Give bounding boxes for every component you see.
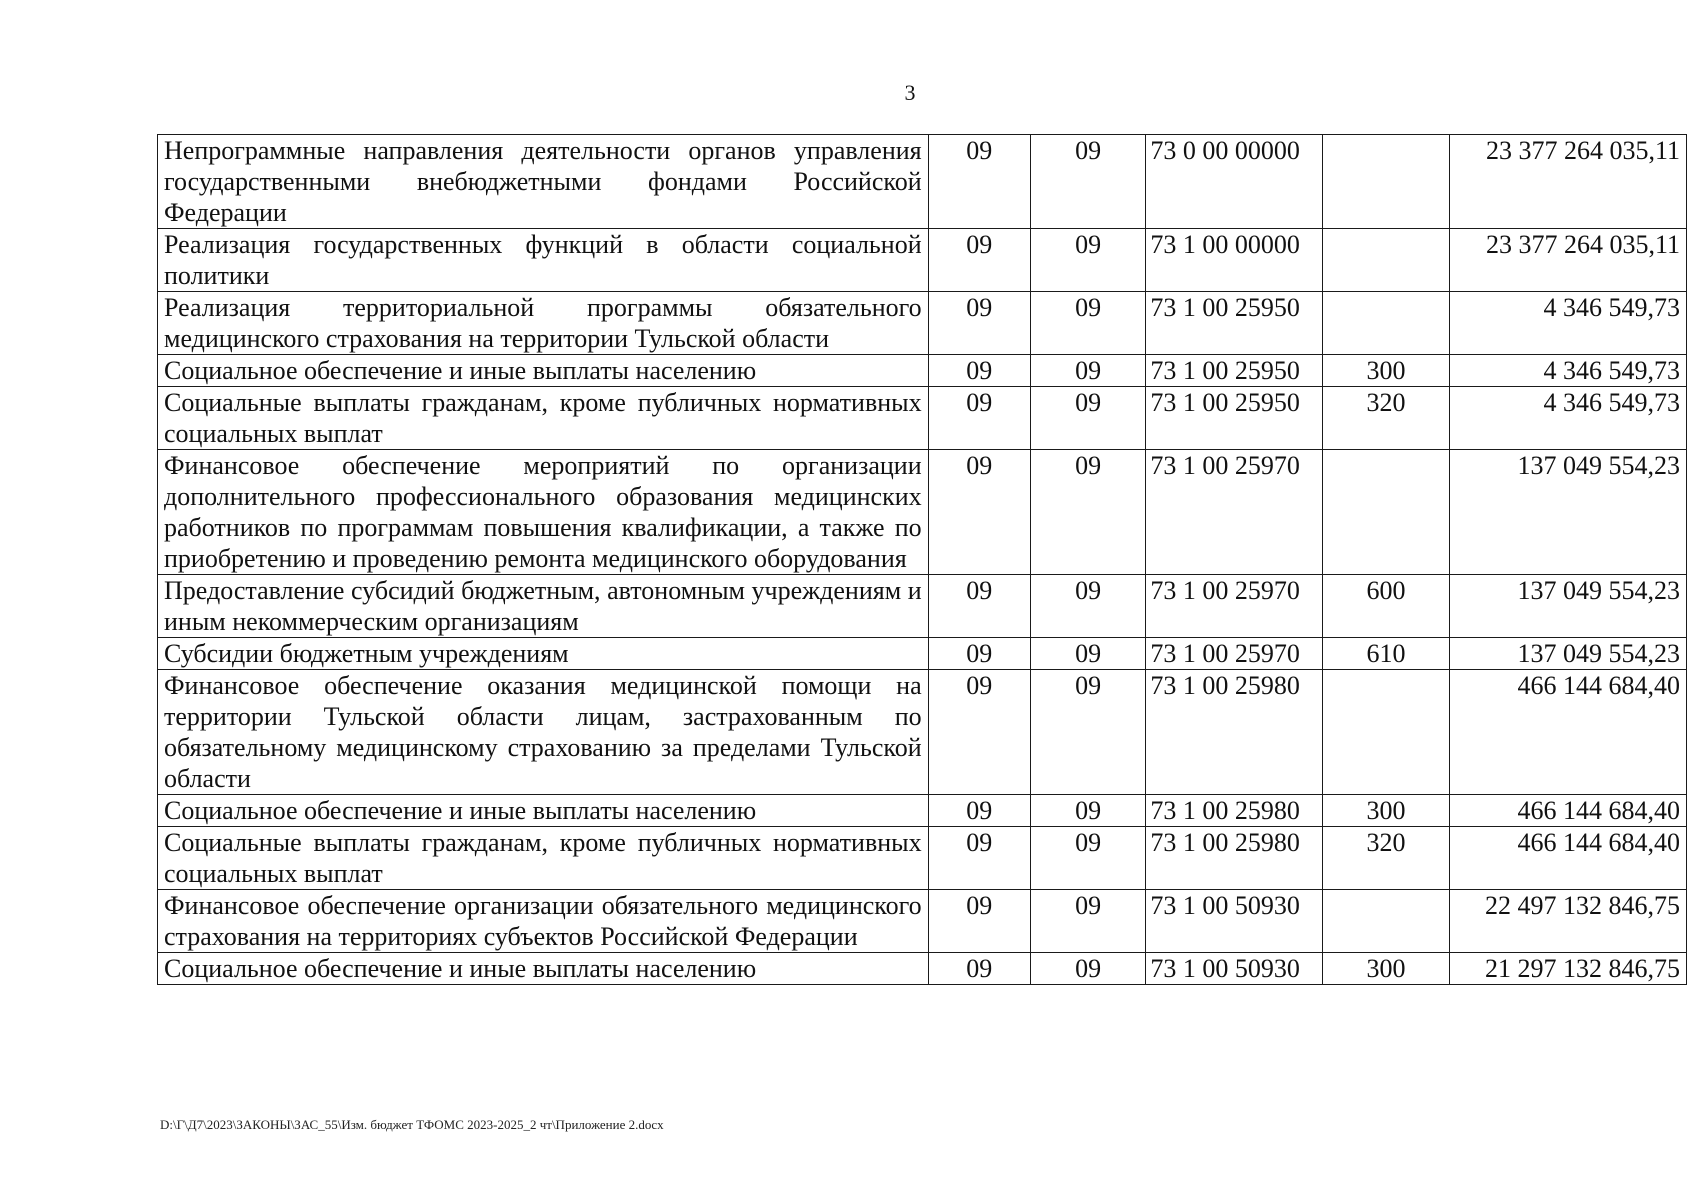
target-article-cell: 73 1 00 25950 bbox=[1146, 387, 1323, 450]
target-article-cell: 73 1 00 25950 bbox=[1146, 292, 1323, 355]
row-name-cell: Реализация государственных функций в области социальной политики bbox=[158, 229, 929, 292]
section-code-cell: 09 bbox=[928, 890, 1030, 953]
subsection-code-cell: 09 bbox=[1030, 670, 1145, 795]
target-article-cell: 73 1 00 25980 bbox=[1146, 670, 1323, 795]
row-name-cell: Социальное обеспечение и иные выплаты населению bbox=[158, 355, 929, 387]
row-name-cell: Непрограммные направления деятельности органов управления государственными внебюджетными фондами Российской Федерации bbox=[158, 135, 929, 229]
expense-type-cell: 600 bbox=[1323, 575, 1450, 638]
section-code-cell: 09 bbox=[928, 135, 1030, 229]
expense-type-cell: 300 bbox=[1323, 953, 1450, 985]
amount-cell: 137 049 554,23 bbox=[1449, 450, 1686, 575]
amount-cell: 21 297 132 846,75 bbox=[1449, 953, 1686, 985]
row-name-cell: Финансовое обеспечение мероприятий по организации дополнительного профессионального образования медицинских работников по программам повышения квалификации, а также по приобретению и проведению ремонта медицинского оборудования bbox=[158, 450, 929, 575]
row-name-cell: Предоставление субсидий бюджетным, автономным учреждениям и иным некоммерческим организациям bbox=[158, 575, 929, 638]
subsection-code-cell: 09 bbox=[1030, 638, 1145, 670]
amount-cell: 466 144 684,40 bbox=[1449, 795, 1686, 827]
amount-cell: 466 144 684,40 bbox=[1449, 827, 1686, 890]
row-name-cell: Социальные выплаты гражданам, кроме публичных нормативных социальных выплат bbox=[158, 387, 929, 450]
expense-type-cell: 610 bbox=[1323, 638, 1450, 670]
table-row bbox=[158, 135, 1687, 229]
budget-table bbox=[157, 134, 1687, 985]
expense-type-cell bbox=[1323, 229, 1450, 292]
footer-file-path: D:\Г\Д7\2023\ЗАКОНЫ\ЗАС_55\Изм. бюджет ТФОМС 2023-2025_2 чт\Приложение 2.docx bbox=[160, 1117, 664, 1132]
amount-cell: 4 346 549,73 bbox=[1449, 292, 1686, 355]
expense-type-cell bbox=[1323, 670, 1450, 795]
table-row bbox=[158, 670, 1687, 795]
expense-type-cell bbox=[1323, 890, 1450, 953]
target-article-cell: 73 1 00 25970 bbox=[1146, 638, 1323, 670]
target-article-cell: 73 1 00 25970 bbox=[1146, 450, 1323, 575]
table-body bbox=[158, 135, 1687, 985]
row-name-cell: Социальное обеспечение и иные выплаты населению bbox=[158, 795, 929, 827]
amount-cell: 137 049 554,23 bbox=[1449, 575, 1686, 638]
subsection-code-cell: 09 bbox=[1030, 575, 1145, 638]
expense-type-cell bbox=[1323, 135, 1450, 229]
target-article-cell: 73 1 00 25980 bbox=[1146, 795, 1323, 827]
target-article-cell: 73 1 00 25980 bbox=[1146, 827, 1323, 890]
section-code-cell: 09 bbox=[928, 292, 1030, 355]
amount-cell: 22 497 132 846,75 bbox=[1449, 890, 1686, 953]
section-code-cell: 09 bbox=[928, 795, 1030, 827]
target-article-cell: 73 1 00 25950 bbox=[1146, 355, 1323, 387]
table-row bbox=[158, 575, 1687, 638]
table-row bbox=[158, 229, 1687, 292]
section-code-cell: 09 bbox=[928, 953, 1030, 985]
subsection-code-cell: 09 bbox=[1030, 795, 1145, 827]
table-row bbox=[158, 355, 1687, 387]
section-code-cell: 09 bbox=[928, 450, 1030, 575]
subsection-code-cell: 09 bbox=[1030, 450, 1145, 575]
section-code-cell: 09 bbox=[928, 670, 1030, 795]
section-code-cell: 09 bbox=[928, 355, 1030, 387]
expense-type-cell: 300 bbox=[1323, 355, 1450, 387]
subsection-code-cell: 09 bbox=[1030, 827, 1145, 890]
row-name-cell: Субсидии бюджетным учреждениям bbox=[158, 638, 929, 670]
target-article-cell: 73 1 00 50930 bbox=[1146, 953, 1323, 985]
amount-cell: 23 377 264 035,11 bbox=[1449, 135, 1686, 229]
page-number: 3 bbox=[904, 80, 916, 105]
table-row bbox=[158, 292, 1687, 355]
amount-cell: 23 377 264 035,11 bbox=[1449, 229, 1686, 292]
expense-type-cell: 320 bbox=[1323, 387, 1450, 450]
row-name-cell: Социальные выплаты гражданам, кроме публичных нормативных социальных выплат bbox=[158, 827, 929, 890]
subsection-code-cell: 09 bbox=[1030, 292, 1145, 355]
section-code-cell: 09 bbox=[928, 229, 1030, 292]
table-row bbox=[158, 387, 1687, 450]
table-row bbox=[158, 953, 1687, 985]
expense-type-cell bbox=[1323, 450, 1450, 575]
section-code-cell: 09 bbox=[928, 638, 1030, 670]
target-article-cell: 73 1 00 00000 bbox=[1146, 229, 1323, 292]
subsection-code-cell: 09 bbox=[1030, 890, 1145, 953]
target-article-cell: 73 1 00 50930 bbox=[1146, 890, 1323, 953]
expense-type-cell: 320 bbox=[1323, 827, 1450, 890]
subsection-code-cell: 09 bbox=[1030, 229, 1145, 292]
amount-cell: 137 049 554,23 bbox=[1449, 638, 1686, 670]
section-code-cell: 09 bbox=[928, 387, 1030, 450]
amount-cell: 4 346 549,73 bbox=[1449, 387, 1686, 450]
section-code-cell: 09 bbox=[928, 575, 1030, 638]
expense-type-cell: 300 bbox=[1323, 795, 1450, 827]
target-article-cell: 73 0 00 00000 bbox=[1146, 135, 1323, 229]
table-row bbox=[158, 638, 1687, 670]
target-article-cell: 73 1 00 25970 bbox=[1146, 575, 1323, 638]
row-name-cell: Финансовое обеспечение организации обязательного медицинского страхования на территориях субъектов Российской Федерации bbox=[158, 890, 929, 953]
amount-cell: 4 346 549,73 bbox=[1449, 355, 1686, 387]
subsection-code-cell: 09 bbox=[1030, 953, 1145, 985]
expense-type-cell bbox=[1323, 292, 1450, 355]
row-name-cell: Реализация территориальной программы обязательного медицинского страхования на территории Тульской области bbox=[158, 292, 929, 355]
subsection-code-cell: 09 bbox=[1030, 135, 1145, 229]
table-row bbox=[158, 890, 1687, 953]
table-row bbox=[158, 795, 1687, 827]
section-code-cell: 09 bbox=[928, 827, 1030, 890]
subsection-code-cell: 09 bbox=[1030, 387, 1145, 450]
row-name-cell: Социальное обеспечение и иные выплаты населению bbox=[158, 953, 929, 985]
amount-cell: 466 144 684,40 bbox=[1449, 670, 1686, 795]
row-name-cell: Финансовое обеспечение оказания медицинской помощи на территории Тульской области лицам, застрахованным по обязательному медицинскому страхованию за пределами Тульской области bbox=[158, 670, 929, 795]
table-row bbox=[158, 450, 1687, 575]
table-row bbox=[158, 827, 1687, 890]
subsection-code-cell: 09 bbox=[1030, 355, 1145, 387]
